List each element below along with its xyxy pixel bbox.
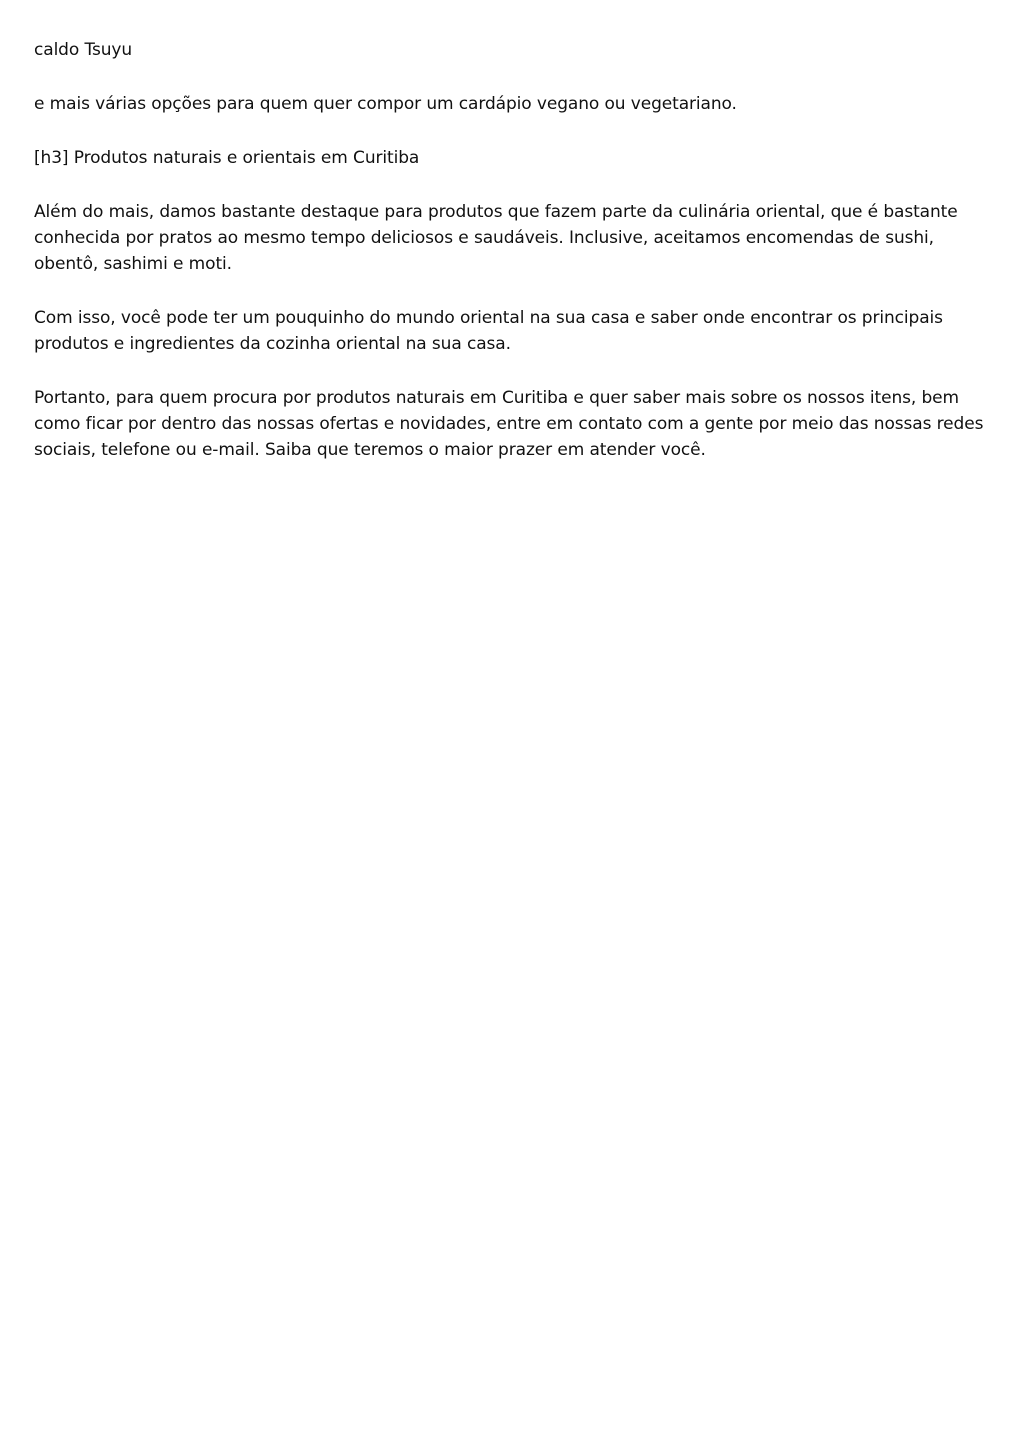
paragraph-h3-heading: [h3] Produtos naturais e orientais em Curitiba — [34, 148, 420, 168]
paragraph-caldo-tsuyu: caldo Tsuyu — [34, 40, 133, 60]
document-page — [34, 37, 994, 491]
paragraph-contact: Portanto, para quem procura por produtos naturais em Curitiba e quer saber mais sobre os nossos itens, bem como ficar por dentro das nossas ofertas e novidades, entre em contato com a gente por meio das nossas redes sociais, telefone ou e-mail. Saiba que teremos o maior prazer em atender você. — [34, 388, 984, 460]
paragraph-oriental-cuisine: Além do mais, damos bastante destaque para produtos que fazem parte da culinária oriental, que é bastante conhecida por pratos ao mesmo tempo deliciosos e saudáveis. Inclusive, aceitamos encomendas de sushi, obentô, sashimi e moti. — [34, 202, 958, 274]
paragraph-vegan-options: e mais várias opções para quem quer compor um cardápio vegano ou vegetariano. — [34, 94, 737, 114]
paragraph-oriental-world: Com isso, você pode ter um pouquinho do mundo oriental na sua casa e saber onde encontrar os principais produtos e ingredientes da cozinha oriental na sua casa. — [34, 308, 943, 354]
